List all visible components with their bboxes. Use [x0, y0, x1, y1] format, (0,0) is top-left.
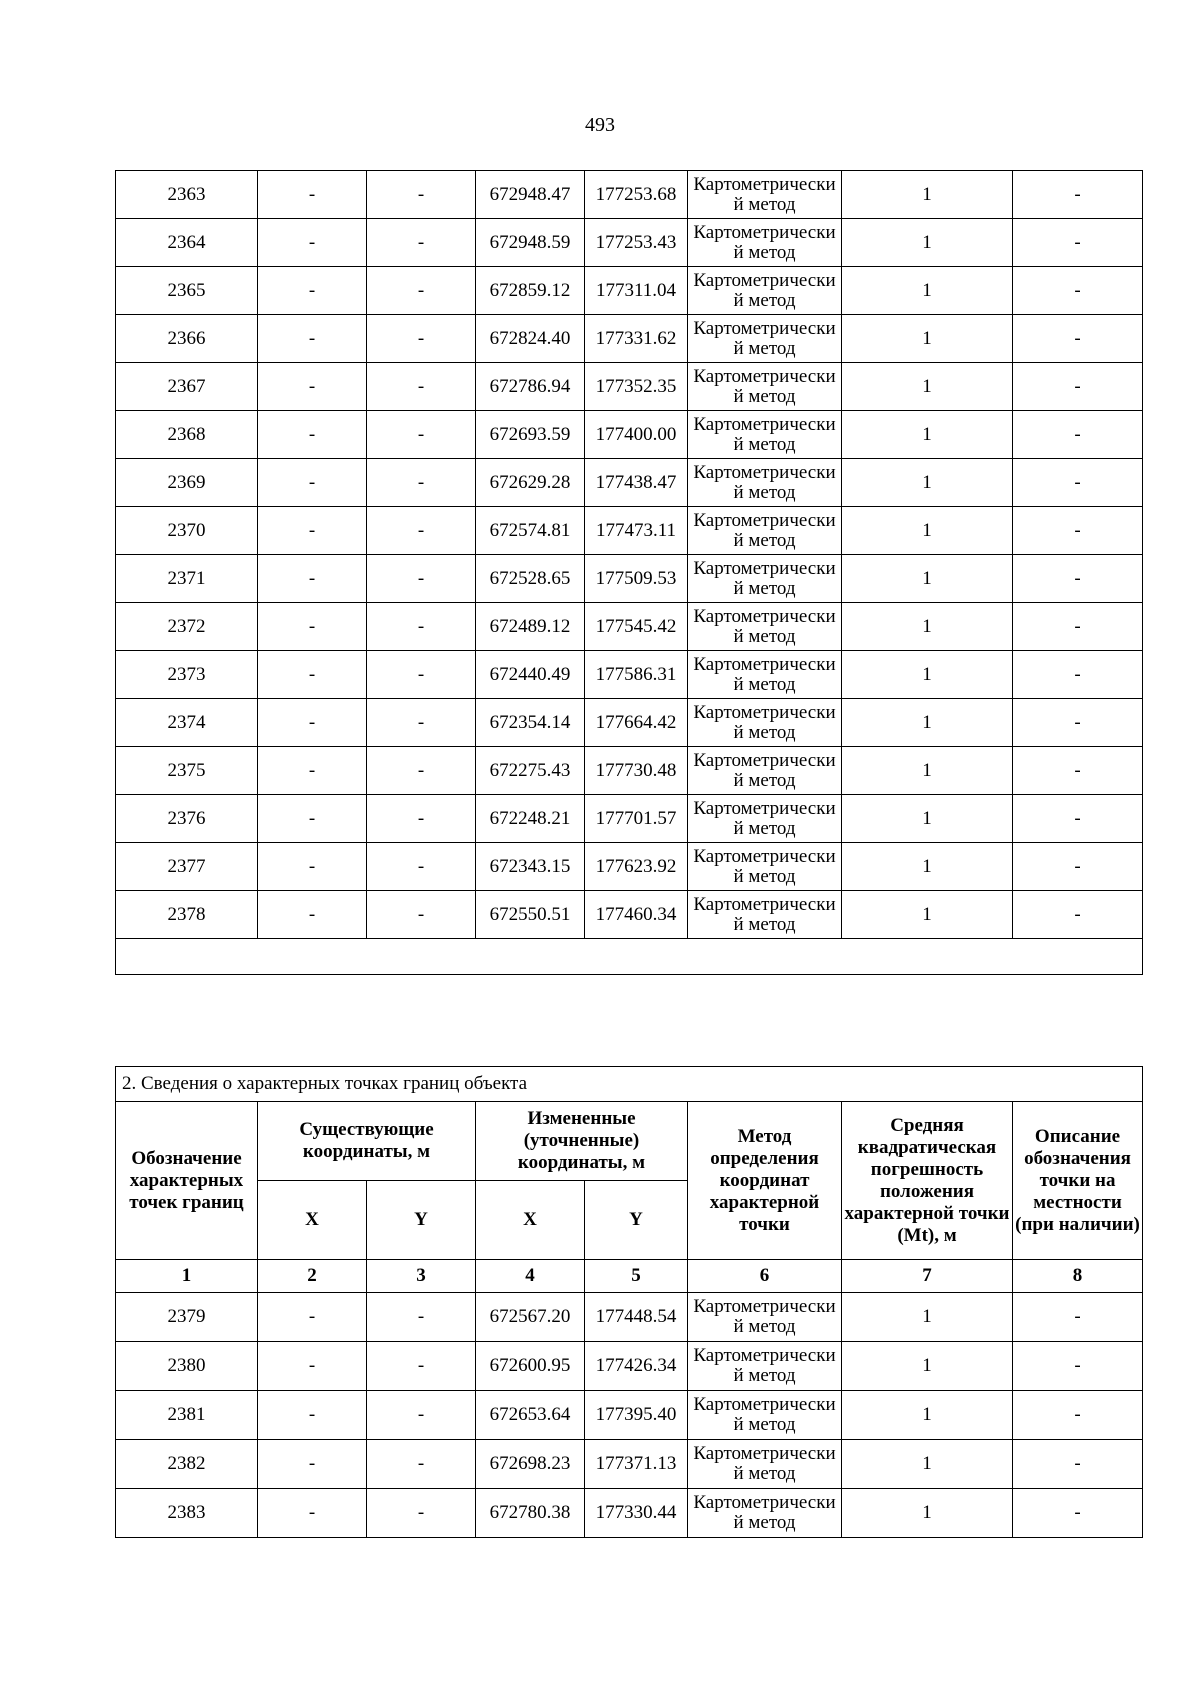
- existing-y-cell: -: [367, 411, 476, 459]
- table-row: [116, 699, 1143, 747]
- boundary-points-table: [115, 1066, 1143, 1538]
- column-number: 2: [258, 1260, 367, 1293]
- changed-x-cell: 672528.65: [476, 555, 585, 603]
- error-cell: 1: [842, 459, 1013, 507]
- table-row: [116, 171, 1143, 219]
- point-id-cell: 2382: [116, 1440, 258, 1489]
- error-cell: 1: [842, 315, 1013, 363]
- existing-y-cell: -: [367, 603, 476, 651]
- existing-y-cell: -: [367, 747, 476, 795]
- changed-y-cell: 177664.42: [585, 699, 688, 747]
- error-cell: 1: [842, 1391, 1013, 1440]
- point-id-cell: 2370: [116, 507, 258, 555]
- existing-x-cell: -: [258, 843, 367, 891]
- changed-y-cell: 177509.53: [585, 555, 688, 603]
- error-cell: 1: [842, 747, 1013, 795]
- changed-y-cell: 177623.92: [585, 843, 688, 891]
- existing-y-cell: -: [367, 1391, 476, 1440]
- description-cell: -: [1013, 1391, 1143, 1440]
- existing-y-cell: -: [367, 219, 476, 267]
- header-changed-x: X: [476, 1181, 585, 1260]
- table-row: [116, 507, 1143, 555]
- error-cell: 1: [842, 507, 1013, 555]
- method-cell: Картометрический метод: [688, 507, 842, 555]
- description-cell: -: [1013, 747, 1143, 795]
- method-cell: Картометрический метод: [688, 411, 842, 459]
- method-cell: Картометрический метод: [688, 459, 842, 507]
- description-cell: -: [1013, 171, 1143, 219]
- table-row: [116, 267, 1143, 315]
- changed-y-cell: 177253.43: [585, 219, 688, 267]
- existing-x-cell: -: [258, 1391, 367, 1440]
- header-existing: Существующие координаты, м: [258, 1102, 476, 1181]
- description-cell: -: [1013, 1293, 1143, 1342]
- description-cell: -: [1013, 1489, 1143, 1538]
- column-number: 4: [476, 1260, 585, 1293]
- point-id-cell: 2365: [116, 267, 258, 315]
- column-number: 3: [367, 1260, 476, 1293]
- description-cell: -: [1013, 603, 1143, 651]
- changed-x-cell: 672600.95: [476, 1342, 585, 1391]
- existing-y-cell: -: [367, 651, 476, 699]
- changed-x-cell: 672567.20: [476, 1293, 585, 1342]
- changed-y-cell: 177331.62: [585, 315, 688, 363]
- table-row: [116, 363, 1143, 411]
- existing-x-cell: -: [258, 507, 367, 555]
- header-changed: Измененные (уточненные) координаты, м: [476, 1102, 688, 1181]
- changed-y-cell: 177586.31: [585, 651, 688, 699]
- error-cell: 1: [842, 1293, 1013, 1342]
- point-id-cell: 2374: [116, 699, 258, 747]
- method-cell: Картометрический метод: [688, 891, 842, 939]
- changed-x-cell: 672859.12: [476, 267, 585, 315]
- existing-x-cell: -: [258, 891, 367, 939]
- changed-y-cell: 177473.11: [585, 507, 688, 555]
- coordinates-table-continued: [115, 170, 1143, 975]
- method-cell: Картометрический метод: [688, 267, 842, 315]
- existing-y-cell: -: [367, 843, 476, 891]
- changed-x-cell: 672550.51: [476, 891, 585, 939]
- header-point: Обозначение характерных точек границ: [116, 1102, 258, 1260]
- existing-y-cell: -: [367, 699, 476, 747]
- table-row: [116, 1489, 1143, 1538]
- error-cell: 1: [842, 363, 1013, 411]
- changed-x-cell: 672653.64: [476, 1391, 585, 1440]
- existing-x-cell: -: [258, 795, 367, 843]
- changed-y-cell: 177426.34: [585, 1342, 688, 1391]
- point-id-cell: 2377: [116, 843, 258, 891]
- description-cell: -: [1013, 315, 1143, 363]
- changed-x-cell: 672786.94: [476, 363, 585, 411]
- error-cell: 1: [842, 843, 1013, 891]
- existing-x-cell: -: [258, 315, 367, 363]
- changed-x-cell: 672824.40: [476, 315, 585, 363]
- method-cell: Картометрический метод: [688, 363, 842, 411]
- error-cell: 1: [842, 171, 1013, 219]
- existing-y-cell: -: [367, 459, 476, 507]
- method-cell: Картометрический метод: [688, 555, 842, 603]
- changed-y-cell: 177352.35: [585, 363, 688, 411]
- existing-x-cell: -: [258, 1293, 367, 1342]
- description-cell: -: [1013, 555, 1143, 603]
- existing-x-cell: -: [258, 603, 367, 651]
- changed-x-cell: 672948.59: [476, 219, 585, 267]
- header-existing-x: X: [258, 1181, 367, 1260]
- method-cell: Картометрический метод: [688, 1293, 842, 1342]
- changed-y-cell: 177400.00: [585, 411, 688, 459]
- point-id-cell: 2380: [116, 1342, 258, 1391]
- point-id-cell: 2376: [116, 795, 258, 843]
- table-row: [116, 795, 1143, 843]
- existing-y-cell: -: [367, 555, 476, 603]
- point-id-cell: 2373: [116, 651, 258, 699]
- existing-x-cell: -: [258, 555, 367, 603]
- changed-y-cell: 177701.57: [585, 795, 688, 843]
- description-cell: -: [1013, 219, 1143, 267]
- existing-x-cell: -: [258, 1489, 367, 1538]
- column-number: 7: [842, 1260, 1013, 1293]
- point-id-cell: 2383: [116, 1489, 258, 1538]
- header-row-1: [116, 1102, 1143, 1181]
- point-id-cell: 2372: [116, 603, 258, 651]
- header-changed-y: Y: [585, 1181, 688, 1260]
- error-cell: 1: [842, 603, 1013, 651]
- page-number: 493: [585, 114, 615, 136]
- changed-x-cell: 672780.38: [476, 1489, 585, 1538]
- column-number: 8: [1013, 1260, 1143, 1293]
- existing-y-cell: -: [367, 1440, 476, 1489]
- error-cell: 1: [842, 219, 1013, 267]
- point-id-cell: 2381: [116, 1391, 258, 1440]
- changed-y-cell: 177311.04: [585, 267, 688, 315]
- point-id-cell: 2364: [116, 219, 258, 267]
- existing-y-cell: -: [367, 363, 476, 411]
- changed-y-cell: 177253.68: [585, 171, 688, 219]
- point-id-cell: 2378: [116, 891, 258, 939]
- table-row: [116, 891, 1143, 939]
- table-row: [116, 1440, 1143, 1489]
- existing-y-cell: -: [367, 507, 476, 555]
- existing-x-cell: -: [258, 651, 367, 699]
- point-id-cell: 2366: [116, 315, 258, 363]
- method-cell: Картометрический метод: [688, 1391, 842, 1440]
- existing-y-cell: -: [367, 795, 476, 843]
- error-cell: 1: [842, 699, 1013, 747]
- method-cell: Картометрический метод: [688, 603, 842, 651]
- point-id-cell: 2371: [116, 555, 258, 603]
- method-cell: Картометрический метод: [688, 651, 842, 699]
- existing-y-cell: -: [367, 1489, 476, 1538]
- existing-x-cell: -: [258, 171, 367, 219]
- table-row: [116, 843, 1143, 891]
- existing-y-cell: -: [367, 891, 476, 939]
- method-cell: Картометрический метод: [688, 795, 842, 843]
- empty-row: [116, 939, 1143, 975]
- description-cell: -: [1013, 843, 1143, 891]
- error-cell: 1: [842, 651, 1013, 699]
- changed-y-cell: 177730.48: [585, 747, 688, 795]
- table-row: [116, 651, 1143, 699]
- table-title: 2. Сведения о характерных точках границ объекта: [116, 1067, 1143, 1102]
- changed-y-cell: 177460.34: [585, 891, 688, 939]
- changed-y-cell: 177448.54: [585, 1293, 688, 1342]
- changed-x-cell: 672574.81: [476, 507, 585, 555]
- changed-y-cell: 177371.13: [585, 1440, 688, 1489]
- column-number: 1: [116, 1260, 258, 1293]
- error-cell: 1: [842, 267, 1013, 315]
- existing-y-cell: -: [367, 171, 476, 219]
- existing-x-cell: -: [258, 1440, 367, 1489]
- existing-y-cell: -: [367, 315, 476, 363]
- existing-y-cell: -: [367, 1293, 476, 1342]
- description-cell: -: [1013, 651, 1143, 699]
- description-cell: -: [1013, 459, 1143, 507]
- point-id-cell: 2363: [116, 171, 258, 219]
- changed-y-cell: 177545.42: [585, 603, 688, 651]
- changed-y-cell: 177395.40: [585, 1391, 688, 1440]
- point-id-cell: 2379: [116, 1293, 258, 1342]
- changed-x-cell: 672248.21: [476, 795, 585, 843]
- empty-cell: [116, 939, 1143, 975]
- error-cell: 1: [842, 1489, 1013, 1538]
- table-row: [116, 459, 1143, 507]
- point-id-cell: 2367: [116, 363, 258, 411]
- changed-y-cell: 177330.44: [585, 1489, 688, 1538]
- table-row: [116, 1391, 1143, 1440]
- table-row: [116, 555, 1143, 603]
- table-row: [116, 1293, 1143, 1342]
- method-cell: Картометрический метод: [688, 315, 842, 363]
- description-cell: -: [1013, 267, 1143, 315]
- existing-x-cell: -: [258, 219, 367, 267]
- changed-x-cell: 672354.14: [476, 699, 585, 747]
- table-row: [116, 411, 1143, 459]
- point-id-cell: 2369: [116, 459, 258, 507]
- description-cell: -: [1013, 891, 1143, 939]
- method-cell: Картометрический метод: [688, 843, 842, 891]
- error-cell: 1: [842, 795, 1013, 843]
- changed-y-cell: 177438.47: [585, 459, 688, 507]
- error-cell: 1: [842, 1440, 1013, 1489]
- error-cell: 1: [842, 411, 1013, 459]
- table-row: [116, 603, 1143, 651]
- changed-x-cell: 672948.47: [476, 171, 585, 219]
- existing-x-cell: -: [258, 459, 367, 507]
- header-error: Средняя квадратическая погрешность положения характерной точки (Mt), м: [842, 1102, 1013, 1260]
- table-title-row: [116, 1067, 1143, 1102]
- method-cell: Картометрический метод: [688, 1440, 842, 1489]
- description-cell: -: [1013, 507, 1143, 555]
- existing-x-cell: -: [258, 267, 367, 315]
- method-cell: Картометрический метод: [688, 219, 842, 267]
- header-existing-y: Y: [367, 1181, 476, 1260]
- existing-x-cell: -: [258, 1342, 367, 1391]
- existing-y-cell: -: [367, 267, 476, 315]
- table-row: [116, 1342, 1143, 1391]
- column-number: 5: [585, 1260, 688, 1293]
- description-cell: -: [1013, 1440, 1143, 1489]
- description-cell: -: [1013, 363, 1143, 411]
- changed-x-cell: 672440.49: [476, 651, 585, 699]
- header-description: Описание обозначения точки на местности (при наличии): [1013, 1102, 1143, 1260]
- existing-x-cell: -: [258, 699, 367, 747]
- description-cell: -: [1013, 1342, 1143, 1391]
- error-cell: 1: [842, 555, 1013, 603]
- description-cell: -: [1013, 699, 1143, 747]
- point-id-cell: 2368: [116, 411, 258, 459]
- changed-x-cell: 672693.59: [476, 411, 585, 459]
- table-row: [116, 315, 1143, 363]
- changed-x-cell: 672275.43: [476, 747, 585, 795]
- table-row: [116, 747, 1143, 795]
- error-cell: 1: [842, 1342, 1013, 1391]
- point-id-cell: 2375: [116, 747, 258, 795]
- table-row: [116, 219, 1143, 267]
- column-number: 6: [688, 1260, 842, 1293]
- description-cell: -: [1013, 795, 1143, 843]
- description-cell: -: [1013, 411, 1143, 459]
- method-cell: Картометрический метод: [688, 171, 842, 219]
- existing-x-cell: -: [258, 363, 367, 411]
- method-cell: Картометрический метод: [688, 1489, 842, 1538]
- method-cell: Картометрический метод: [688, 747, 842, 795]
- method-cell: Картометрический метод: [688, 1342, 842, 1391]
- method-cell: Картометрический метод: [688, 699, 842, 747]
- changed-x-cell: 672343.15: [476, 843, 585, 891]
- changed-x-cell: 672698.23: [476, 1440, 585, 1489]
- error-cell: 1: [842, 891, 1013, 939]
- existing-x-cell: -: [258, 411, 367, 459]
- changed-x-cell: 672629.28: [476, 459, 585, 507]
- existing-y-cell: -: [367, 1342, 476, 1391]
- column-numbers-row: [116, 1260, 1143, 1293]
- header-method: Метод определения координат характерной точки: [688, 1102, 842, 1260]
- existing-x-cell: -: [258, 747, 367, 795]
- changed-x-cell: 672489.12: [476, 603, 585, 651]
